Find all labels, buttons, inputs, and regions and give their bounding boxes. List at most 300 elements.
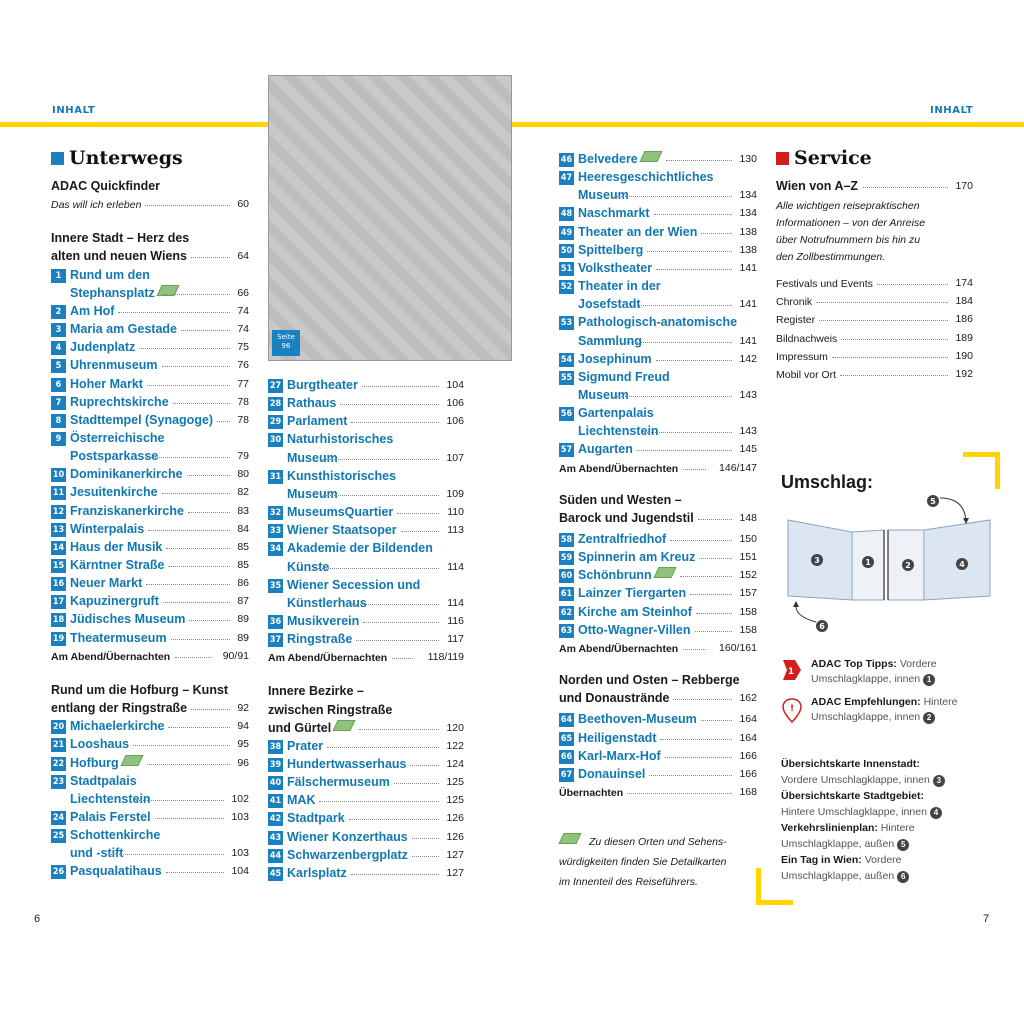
section-innere-bezirke-3 — [268, 719, 464, 737]
toc-item-label: Fälschermuseum — [287, 775, 390, 790]
section-heading-text: entlang der Ringstraße — [51, 701, 188, 716]
page-number: 174 — [955, 277, 973, 290]
dot-leader — [168, 556, 230, 567]
toc-item-34-cont[interactable] — [268, 558, 464, 576]
header-rule-left — [0, 122, 268, 127]
dot-leader — [680, 566, 732, 577]
toc-item-52[interactable] — [559, 277, 757, 295]
toc-number-badge: 7 — [51, 396, 66, 410]
service-item[interactable] — [776, 329, 973, 347]
page-number: 160/161 — [719, 641, 757, 654]
toc-item-54[interactable] — [559, 350, 757, 368]
toc-item-label: Parlament — [287, 414, 348, 429]
toc-item-41[interactable] — [268, 791, 464, 809]
toc-column-1 — [51, 177, 249, 897]
section-heading-text: Am Abend/Übernachten — [559, 462, 679, 475]
top-tip-icon — [781, 658, 803, 690]
toc-number-badge: 37 — [269, 635, 282, 646]
page-number: 151 — [739, 551, 757, 564]
toc-number-badge: 26 — [52, 867, 65, 878]
page-number: 76 — [237, 359, 249, 372]
page-number: 142 — [739, 352, 757, 365]
toc-column-3 — [559, 150, 757, 900]
toc-item-18[interactable] — [51, 610, 249, 628]
toc-item-label: Kunsthistorisches — [287, 468, 397, 483]
toc-number-badge: 59 — [560, 553, 573, 564]
toc-number-badge: 30 — [269, 435, 282, 446]
service-item-label: Bildnachweis — [776, 332, 838, 345]
map-icon — [639, 151, 662, 162]
svg-text:5: 5 — [930, 497, 936, 506]
toc-item-3[interactable] — [51, 320, 249, 338]
page-number: 78 — [237, 413, 249, 426]
page-number: 164 — [739, 713, 757, 726]
page-number: 164 — [739, 731, 757, 744]
dot-leader — [412, 828, 439, 839]
toc-item-4[interactable] — [51, 338, 249, 356]
map-icon — [120, 755, 143, 766]
page-number: 125 — [446, 776, 464, 789]
section-sueden-2 — [559, 509, 757, 527]
toc-item-label: Pathologisch-anatomische — [578, 315, 738, 330]
page-number: 79 — [237, 450, 249, 463]
toc-item-2[interactable] — [51, 302, 249, 320]
page-number: 85 — [237, 559, 249, 571]
toc-item-60[interactable] — [559, 566, 757, 584]
page-number: 146/147 — [719, 461, 757, 474]
service-item[interactable] — [776, 347, 973, 365]
toc-item-13[interactable] — [51, 520, 249, 538]
toc-item-label: Schwarzenbergplatz — [287, 847, 408, 862]
svg-text:6: 6 — [819, 622, 825, 631]
toc-item-label: Kapuzinergruft — [70, 594, 159, 609]
dot-leader — [819, 310, 947, 321]
page-number: 103 — [231, 810, 249, 823]
evening-section — [559, 639, 757, 657]
toc-item-19[interactable] — [51, 629, 249, 647]
page-number: 83 — [237, 504, 249, 517]
wien-desc-line — [776, 197, 920, 214]
page-number: 126 — [446, 812, 464, 825]
toc-item-6[interactable] — [51, 375, 249, 393]
toc-item-label: Stadtpark — [287, 811, 345, 826]
toc-item-label: Hundertwasserhaus — [287, 757, 407, 771]
toc-number-badge: 64 — [560, 715, 573, 726]
dot-leader — [181, 320, 230, 331]
toc-item-56[interactable] — [559, 404, 757, 422]
page-number: 86 — [237, 577, 249, 590]
toc-item-23-cont[interactable] — [51, 790, 249, 808]
section-heading-text: Norden und Osten – Rebberge — [559, 673, 740, 688]
toc-number-badge: 18 — [52, 615, 65, 626]
toc-item-8[interactable] — [51, 411, 249, 429]
toc-item-24[interactable] — [51, 808, 249, 826]
toc-item-label: Stadtpalais — [70, 773, 137, 788]
toc-number-badge: 52 — [560, 282, 573, 293]
section-heading-text: zwischen Ringstraße — [268, 702, 393, 717]
dot-leader — [698, 509, 732, 520]
toc-item-46[interactable] — [559, 150, 757, 168]
dot-leader — [816, 292, 947, 303]
toc-item-label: Franziskanerkirche — [70, 503, 184, 518]
dot-leader — [673, 689, 731, 700]
wien-a-z-title — [776, 177, 973, 195]
corner-mark-bottom-vertical — [756, 868, 761, 905]
toc-item-17[interactable] — [51, 592, 249, 610]
toc-number-badge: 14 — [52, 542, 65, 553]
section-innere-stadt — [51, 229, 249, 247]
wien-desc-text: über Notrufnummern bis hin zu — [776, 234, 921, 247]
service-item[interactable] — [776, 292, 973, 310]
evening-section — [51, 647, 249, 665]
section-heading-text: Rund um die Hofburg – Kunst — [51, 682, 229, 697]
page-number: 77 — [237, 377, 249, 390]
dot-leader — [155, 808, 224, 819]
toc-item-37[interactable] — [268, 630, 464, 648]
toc-item-31-cont[interactable] — [268, 485, 464, 503]
toc-number-badge: 21 — [52, 740, 65, 751]
toc-item-45[interactable] — [268, 864, 464, 882]
page-number: 64 — [237, 250, 249, 263]
toc-item-44[interactable] — [268, 846, 464, 864]
header-right: INHALT — [930, 105, 974, 116]
map-note-line: Zu diesen Orten und Sehens- — [589, 836, 727, 849]
dot-leader — [840, 365, 947, 376]
toc-number-badge: 42 — [269, 814, 282, 825]
toc-item-53-cont[interactable] — [559, 332, 757, 350]
wien-desc-text: Informationen – von der Anreise — [776, 217, 926, 230]
page-number: 109 — [446, 487, 464, 500]
toc-item-10[interactable] — [51, 465, 249, 483]
dot-leader — [410, 755, 438, 766]
toc-item-55-cont[interactable] — [559, 386, 757, 404]
page-number: 107 — [446, 451, 464, 464]
toc-item-label: Jesuitenkirche — [70, 485, 158, 500]
toc-item-16[interactable] — [51, 574, 249, 592]
dot-leader — [359, 719, 438, 730]
number-badge: 3 — [933, 775, 945, 787]
toc-item-42[interactable] — [268, 809, 464, 827]
page-number: 192 — [955, 367, 973, 380]
dot-leader — [171, 629, 230, 640]
quickfinder-title — [51, 177, 249, 195]
service-item[interactable] — [776, 274, 973, 292]
toc-item-62[interactable] — [559, 603, 757, 621]
section-hofburg — [51, 681, 249, 699]
toc-number-badge: 40 — [269, 778, 282, 789]
toc-item-66[interactable] — [559, 747, 757, 765]
toc-item-51[interactable] — [559, 259, 757, 277]
toc-item-20[interactable] — [51, 717, 249, 735]
recommendation-text: ADAC Empfehlungen: Hintere Umschlagklappe, innen 2 — [811, 696, 958, 723]
map-note-line: würdigkeiten finden Sie Detailkarten — [559, 856, 727, 869]
evening-section — [268, 648, 464, 666]
toc-number-badge: 67 — [560, 769, 573, 780]
toc-number-badge: 32 — [269, 508, 282, 519]
dot-leader — [701, 710, 732, 721]
svg-text:1: 1 — [787, 667, 795, 677]
toc-item-21[interactable] — [51, 735, 249, 753]
toc-item-57[interactable] — [559, 440, 757, 458]
dot-leader — [164, 284, 230, 295]
dot-leader — [362, 376, 439, 387]
toc-item-63[interactable] — [559, 621, 757, 639]
service-square-icon — [776, 152, 789, 165]
toc-item-14[interactable] — [51, 538, 249, 556]
page-number: 90/91 — [222, 649, 249, 662]
dot-leader — [340, 394, 438, 405]
page-number: 118/119 — [427, 651, 464, 664]
page-number: 166 — [739, 767, 757, 780]
dot-leader — [614, 386, 732, 397]
service-item-label: Chronik — [776, 296, 813, 309]
toc-number-badge: 4 — [51, 341, 66, 355]
toc-number-badge: 16 — [52, 579, 65, 590]
toc-number-badge: 27 — [269, 381, 282, 391]
section-heading-text: Innere Bezirke – — [268, 684, 364, 699]
dot-leader — [191, 247, 230, 258]
toc-item-47[interactable] — [559, 168, 757, 186]
dot-leader — [148, 520, 230, 531]
toc-item-label-cont: Liechtenstein — [70, 791, 151, 806]
toc-item-label: Michaelerkirche — [70, 719, 165, 734]
toc-item-label-cont: Stephansplatz — [70, 285, 155, 300]
dot-leader — [136, 790, 224, 801]
section-heading-text: Am Abend/Übernachten — [559, 642, 679, 655]
page-number: 157 — [739, 587, 757, 600]
page-number: 141 — [739, 334, 757, 347]
dot-leader — [323, 449, 439, 460]
toc-item-22[interactable] — [51, 754, 249, 772]
toc-item-label: Pasqualatihaus — [70, 864, 162, 879]
toc-number-badge: 15 — [52, 561, 65, 571]
service-item[interactable] — [776, 310, 973, 328]
toc-item-label: Wiener Staatsoper — [287, 523, 397, 538]
toc-item-67[interactable] — [559, 765, 757, 783]
toc-number-badge: 57 — [560, 445, 573, 456]
toc-item-7[interactable] — [51, 393, 249, 411]
toc-item-label: Looshaus — [70, 737, 130, 752]
toc-item-label: Karl-Marx-Hof — [578, 748, 661, 763]
page-number: 96 — [237, 756, 249, 769]
dot-leader — [696, 603, 732, 614]
toc-item-29[interactable] — [268, 412, 464, 430]
toc-item-52-cont[interactable] — [559, 295, 757, 313]
dot-leader — [670, 530, 731, 541]
toc-item-32[interactable] — [268, 503, 464, 521]
page-number: 158 — [739, 623, 757, 636]
page-number: 127 — [446, 866, 464, 879]
toc-item-9[interactable] — [51, 429, 249, 447]
toc-item-label: Otto-Wagner-Villen — [578, 622, 691, 637]
page-number: 74 — [237, 304, 249, 317]
section-heading-text: Barock und Jugendstil — [559, 510, 694, 525]
toc-item-label: Uhrenmuseum — [70, 358, 158, 373]
map-note — [559, 831, 759, 891]
toc-item-label: Naturhistorisches — [287, 432, 394, 447]
page-number: 114 — [447, 560, 464, 573]
toc-item-label-cont: Museum — [287, 450, 338, 465]
dot-leader — [832, 347, 948, 358]
toc-number-badge: 10 — [52, 470, 65, 481]
wien-desc-line — [776, 248, 885, 265]
wien-desc-line — [776, 214, 925, 231]
dot-leader — [666, 150, 732, 161]
toc-item-30[interactable] — [268, 430, 464, 448]
toc-number-badge: 55 — [560, 372, 573, 383]
toc-item-33[interactable] — [268, 521, 464, 539]
section-heading-text: Wien von A–Z — [776, 179, 859, 193]
toc-item-label: Wiener Secession und — [287, 577, 421, 592]
page-number: 106 — [446, 397, 464, 410]
page-number: 143 — [739, 425, 757, 438]
service-title: Service — [776, 147, 872, 169]
toc-item-12[interactable] — [51, 502, 249, 520]
toc-number-badge: 12 — [52, 506, 65, 517]
dot-leader — [166, 538, 230, 549]
toc-item-label: Theater an der Wien — [578, 224, 698, 239]
dot-leader — [188, 502, 230, 513]
toc-item-48[interactable] — [559, 204, 757, 222]
toc-item-56-cont[interactable] — [559, 422, 757, 440]
corner-mark-bottom — [756, 900, 793, 905]
svg-text:!: ! — [789, 704, 795, 714]
toc-item-label: Spittelberg — [578, 242, 644, 257]
toc-item-39[interactable] — [268, 755, 464, 773]
toc-item-5[interactable] — [51, 356, 249, 374]
toc-item-15[interactable] — [51, 556, 249, 574]
dot-leader — [647, 241, 731, 252]
toc-item-label: Belvedere — [578, 152, 638, 166]
dot-leader — [412, 846, 439, 857]
dot-leader — [683, 459, 706, 470]
toc-item-50[interactable] — [559, 241, 757, 259]
toc-number-badge: 24 — [52, 812, 65, 823]
toc-item-30-cont[interactable] — [268, 449, 464, 467]
toc-item-25[interactable] — [51, 826, 249, 844]
service-item[interactable] — [776, 365, 973, 383]
unterwegs-square-icon — [51, 152, 64, 165]
toc-item-34[interactable] — [268, 539, 464, 557]
page-number: 89 — [237, 631, 249, 644]
toc-item-11[interactable] — [51, 483, 249, 501]
toc-number-badge: 66 — [560, 751, 573, 762]
toc-item-9-cont[interactable] — [51, 447, 249, 465]
toc-item-65[interactable] — [559, 729, 757, 747]
toc-item-58[interactable] — [559, 530, 757, 548]
page-number: 127 — [446, 848, 464, 861]
page-number: 113 — [447, 524, 464, 537]
page-number: 141 — [739, 261, 757, 274]
toc-item-26[interactable] — [51, 862, 249, 880]
page-number: 106 — [446, 415, 464, 428]
toc-item-40[interactable] — [268, 773, 464, 791]
page-number: 95 — [237, 738, 249, 751]
toc-item-label: Theatermuseum — [70, 630, 167, 645]
page-number: 130 — [739, 153, 757, 165]
toc-number-badge: 39 — [269, 760, 282, 770]
toc-item-label: Heiligenstadt — [578, 730, 657, 745]
quickfinder-sub — [51, 195, 249, 213]
toc-item-55[interactable] — [559, 368, 757, 386]
toc-item-61[interactable] — [559, 584, 757, 602]
page-number: 162 — [739, 692, 757, 705]
toc-number-badge: 46 — [560, 155, 573, 165]
section-hofburg-2 — [51, 699, 249, 717]
toc-item-35-cont[interactable] — [268, 594, 464, 612]
dot-leader — [351, 412, 438, 423]
service-item-label: Impressum — [776, 350, 828, 363]
page-number: 125 — [446, 794, 464, 807]
dot-leader — [147, 375, 230, 386]
toc-item-label: Dominikanerkirche — [70, 467, 183, 482]
dot-leader — [699, 548, 731, 559]
dot-leader — [147, 754, 230, 765]
dot-leader — [392, 648, 413, 659]
toc-item-label-cont: Sammlung — [578, 333, 642, 348]
page-number: 186 — [955, 313, 973, 326]
number-badge: 2 — [923, 712, 935, 724]
toc-item-35[interactable] — [268, 576, 464, 594]
toc-item-label: Donauinsel — [578, 766, 646, 781]
evening-section — [559, 459, 757, 477]
dot-leader — [695, 621, 732, 632]
page-number: 126 — [446, 830, 464, 843]
toc-number-badge: 50 — [560, 245, 573, 256]
toc-item-43[interactable] — [268, 828, 464, 846]
toc-item-label: Kärntner Straße — [70, 558, 165, 572]
dot-leader — [690, 584, 731, 595]
page-number: 102 — [231, 792, 249, 805]
toc-item-label: Schönbrunn — [578, 568, 652, 583]
toc-item-31[interactable] — [268, 467, 464, 485]
toc-item-53[interactable] — [559, 313, 757, 331]
toc-item-64[interactable] — [559, 710, 757, 728]
page-number: 92 — [237, 702, 249, 715]
toc-item-label: Hoher Markt — [70, 376, 143, 391]
page-number: 184 — [955, 295, 973, 308]
toc-item-27[interactable] — [268, 376, 464, 394]
section-heading-text: ADAC Quickfinder — [51, 179, 161, 193]
toc-item-1-cont[interactable] — [51, 284, 249, 302]
toc-item-23[interactable] — [51, 772, 249, 790]
page-number: 120 — [446, 721, 464, 734]
toc-item-label: Maria am Gestade — [70, 322, 177, 337]
cover-diagram — [780, 488, 1000, 638]
toc-item-label: Akademie der Bildenden — [287, 541, 433, 556]
toc-item-36[interactable] — [268, 612, 464, 630]
toc-number-badge: 17 — [52, 597, 65, 608]
toc-item-28[interactable] — [268, 394, 464, 412]
page-number: 168 — [739, 785, 757, 798]
section-heading-text: und Gürtel — [268, 720, 332, 735]
dot-leader — [166, 862, 224, 873]
toc-item-49[interactable] — [559, 223, 757, 241]
toc-item-59[interactable] — [559, 548, 757, 566]
wien-desc-text: den Zollbestimmungen. — [776, 251, 886, 264]
toc-number-badge: 45 — [269, 868, 282, 879]
section-heading-text: Süden und Westen – — [559, 492, 682, 507]
toc-item-38[interactable] — [268, 737, 464, 755]
toc-item-25-cont[interactable] — [51, 844, 249, 862]
toc-number-badge: 22 — [52, 758, 65, 769]
unterwegs-title: Unterwegs — [51, 147, 183, 169]
toc-number-badge: 34 — [269, 544, 282, 555]
toc-item-1[interactable] — [51, 266, 249, 284]
dot-leader — [665, 747, 732, 758]
toc-item-label-cont: Museum — [578, 387, 629, 402]
toc-item-47-cont[interactable] — [559, 186, 757, 204]
